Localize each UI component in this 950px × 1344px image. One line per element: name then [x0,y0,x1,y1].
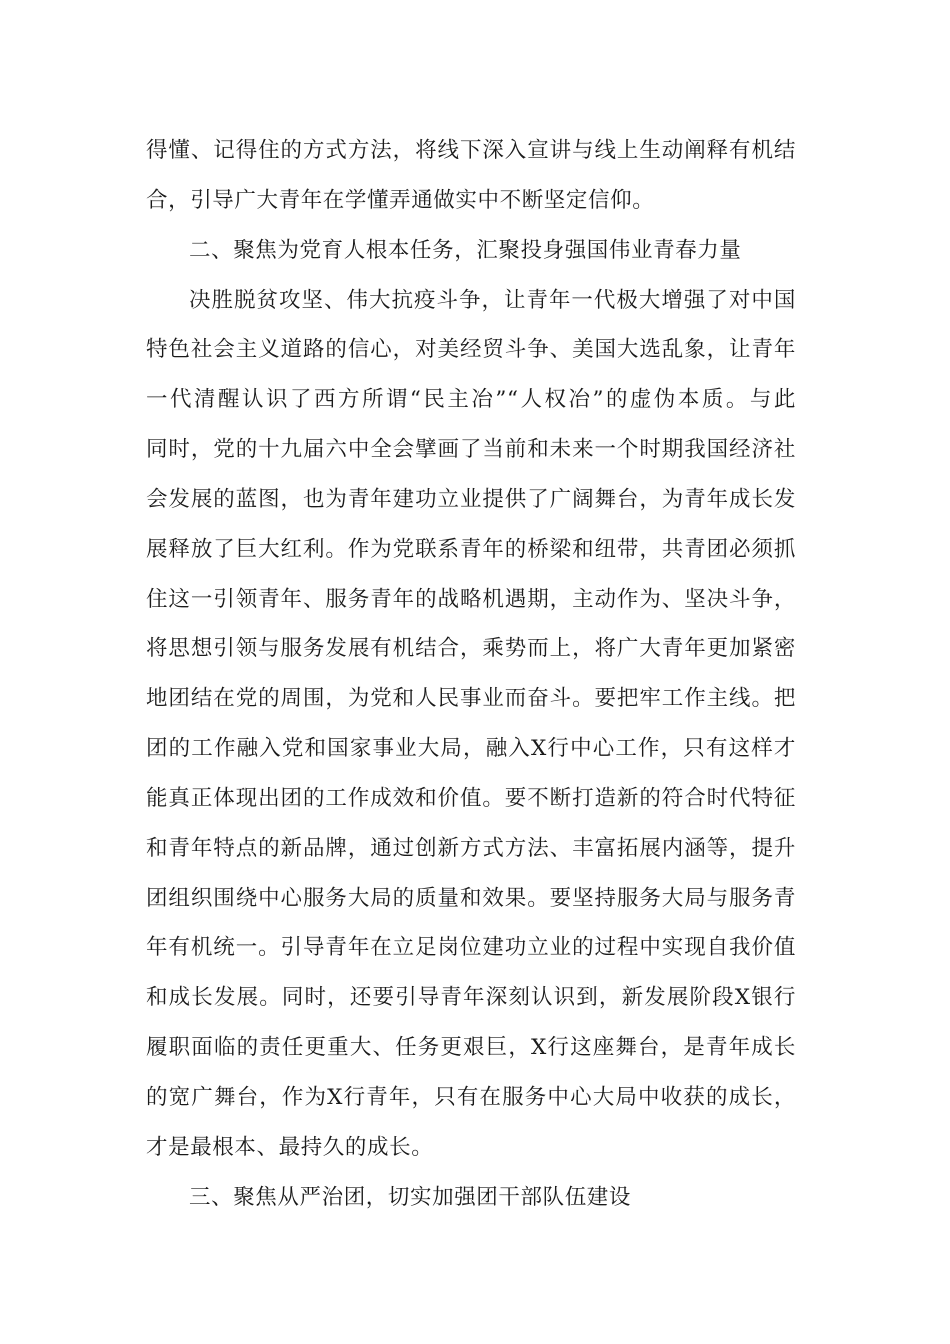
section-heading: 三、聚焦从严治团，切实加强团干部队伍建设 [189,1185,632,1210]
body-text-line: 的宽广舞台，作为X行青年，只有在服务中心大局中收获的成长， [146,1085,796,1110]
body-text-line: 同时，党的十九届六中全会擘画了当前和未来一个时期我国经济社 [146,437,796,462]
body-text-line: 才是最根本、最持久的成长。 [146,1135,434,1160]
body-text-line: 会发展的蓝图，也为青年建功立业提供了广阔舞台，为青年成长发 [146,487,796,512]
body-text-line: 团组织围绕中心服务大局的质量和效果。要坚持服务大局与服务青 [146,886,796,911]
body-text-line: 特色社会主义道路的信心，对美经贸斗争、美国大选乱象，让青年 [146,337,796,362]
body-text-line: 决胜脱贫攻坚、伟大抗疫斗争，让青年一代极大增强了对中国 [189,288,796,313]
body-text-line: 展释放了巨大红利。作为党联系青年的桥梁和纽带，共青团必须抓 [146,537,796,562]
section-heading: 二、聚焦为党育人根本任务，汇聚投身强国伟业青春力量 [189,238,742,263]
body-text-line: 和青年特点的新品牌，通过创新方式方法、丰富拓展内涵等，提升 [146,836,796,861]
body-text-line: 一代清醒认识了西方所谓“民主冶”“人权冶”的虚伪本质。与此 [146,387,796,412]
body-text-line: 将思想引领与服务发展有机结合，乘势而上，将广大青年更加紧密 [146,636,796,661]
body-text-line: 履职面临的责任更重大、任务更艰巨，X行这座舞台，是青年成长 [146,1035,796,1060]
body-text-line: 合，引导广大青年在学懂弄通做实中不断坚定信仰。 [146,188,655,213]
body-text-line: 和成长发展。同时，还要引导青年深刻认识到，新发展阶段X银行 [146,985,796,1010]
body-text-line: 团的工作融入党和国家事业大局，融入X行中心工作，只有这样才 [146,736,796,761]
body-text-line: 年有机统一。引导青年在立足岗位建功立业的过程中实现自我价值 [146,935,796,960]
body-text-line: 住这一引领青年、服务青年的战略机遇期，主动作为、坚决斗争， [146,587,796,612]
body-text-line: 能真正体现出团的工作成效和价值。要不断打造新的符合时代特征 [146,786,796,811]
body-text-line: 得懂、记得住的方式方法，将线下深入宣讲与线上生动阐释有机结 [146,138,796,163]
body-text-line: 地团结在党的周围，为党和人民事业而奋斗。要把牢工作主线。把 [146,686,796,711]
